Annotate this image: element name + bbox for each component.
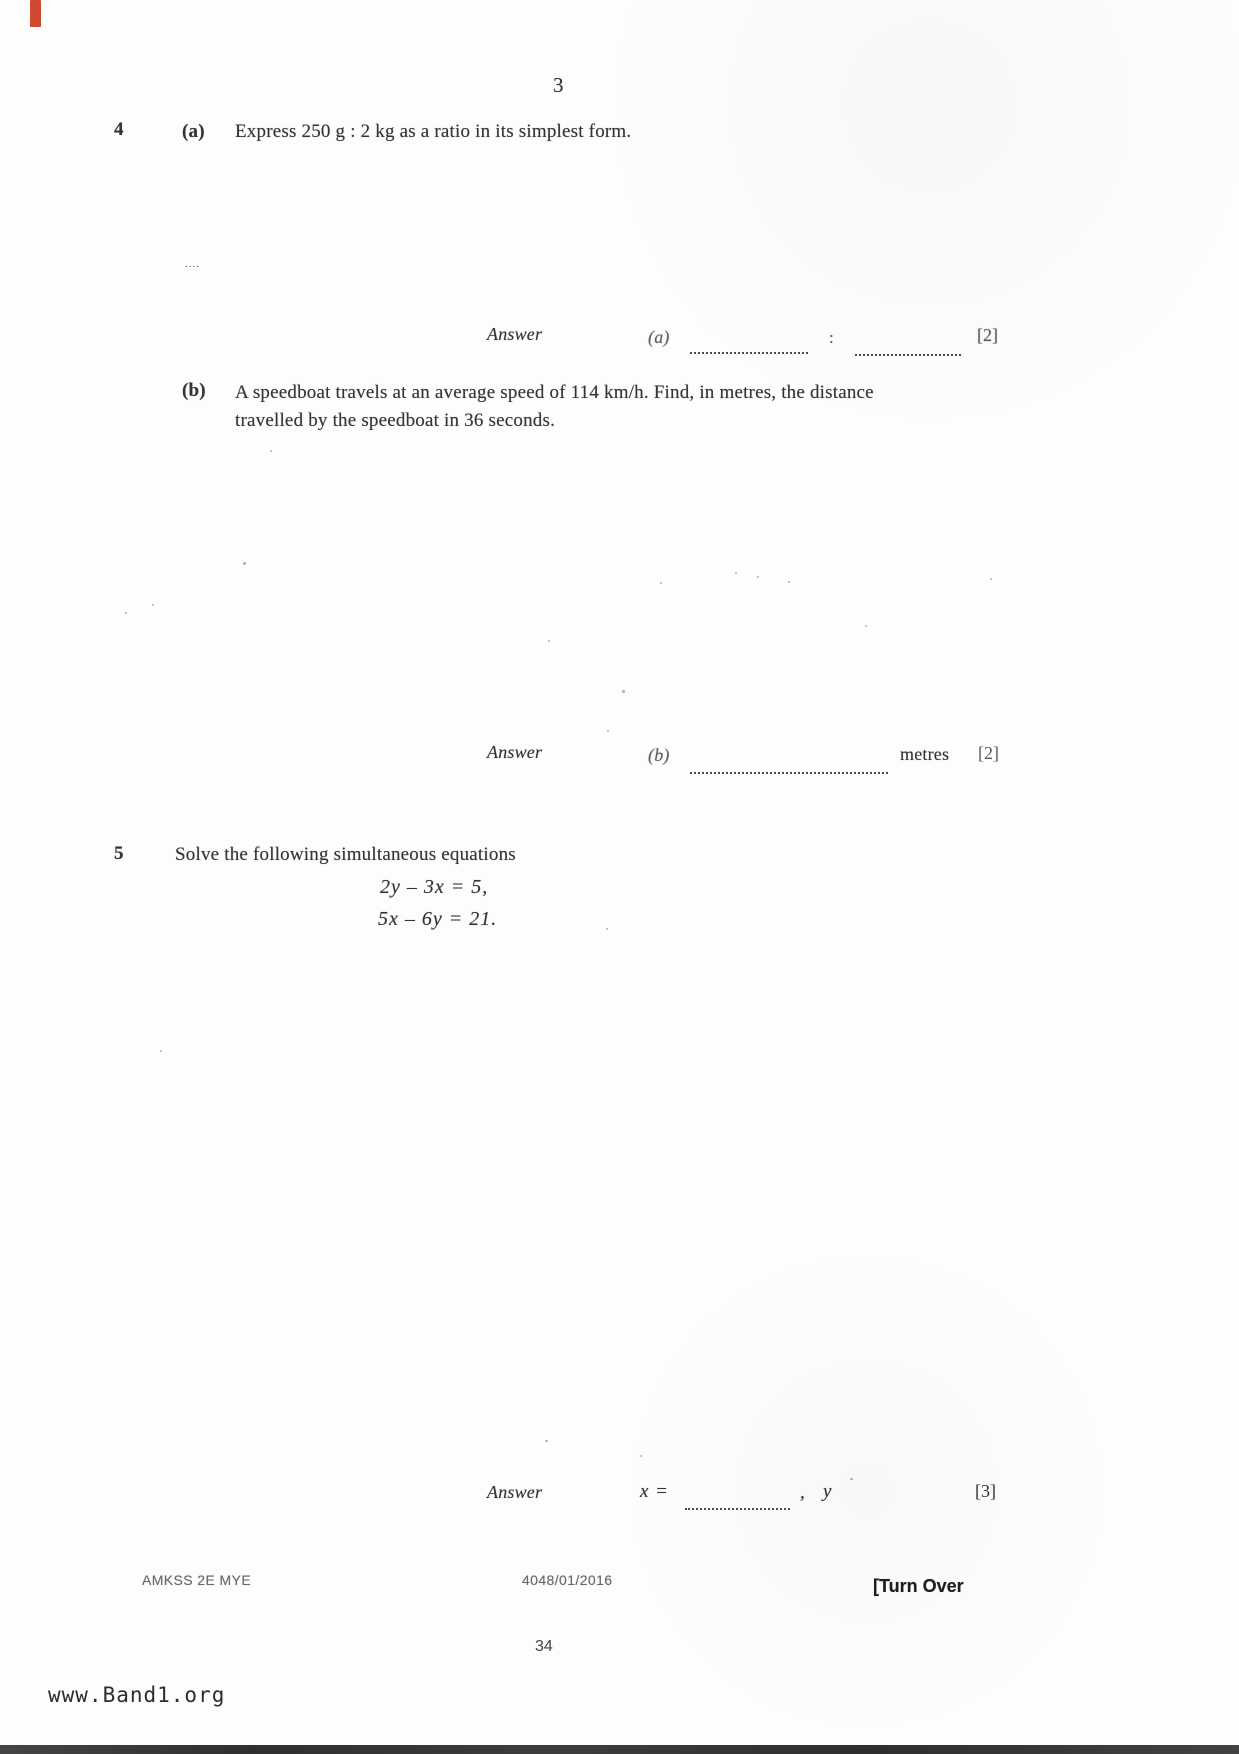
- scan-speck: [607, 730, 609, 732]
- answer-label-4a: Answer: [487, 324, 543, 344]
- marks-4a: [2]: [977, 325, 998, 345]
- marks-5: [3]: [975, 1481, 996, 1501]
- answer-part-4b: (b): [648, 745, 670, 765]
- scan-speck: [735, 572, 737, 574]
- answer-unit-4b: metres: [900, 744, 950, 764]
- answer-label-5: Answer: [487, 1482, 543, 1502]
- question-4b-label: (b): [182, 380, 206, 401]
- page-number: 3: [553, 73, 564, 97]
- scan-speck: [757, 576, 759, 578]
- footer-turn-over: [Turn Over: [873, 1576, 964, 1596]
- scan-speck: [990, 578, 992, 580]
- scan-speck: [270, 450, 272, 452]
- scan-speck: [606, 928, 608, 930]
- question-4b-text-line1: A speedboat travels at an average speed of 114 km/h. Find, in metres, the distance: [235, 382, 874, 403]
- footer-paper-code: 4048/01/2016: [522, 1572, 613, 1588]
- answer-comma: ,: [800, 1482, 806, 1503]
- scan-edge-bar: [0, 1745, 1239, 1754]
- stray-pen-mark: ....: [185, 258, 200, 270]
- question-4-number: 4: [114, 119, 124, 140]
- scan-speck: [125, 612, 127, 614]
- answer-label-4b: Answer: [487, 742, 543, 762]
- marks-4b: [2]: [978, 743, 999, 763]
- answer-part-4a: (a): [648, 327, 670, 347]
- scan-speck: [622, 690, 625, 693]
- question-5-text: Solve the following simultaneous equations: [175, 844, 516, 865]
- watermark-link[interactable]: www.Band1.org: [48, 1683, 226, 1707]
- scan-speck: [160, 1050, 162, 1052]
- question-5-equation-1: 2y – 3x = 5,: [380, 876, 489, 898]
- question-5-number: 5: [114, 843, 124, 864]
- scan-speck: [788, 581, 790, 583]
- question-4b-text-line2: travelled by the speedboat in 36 seconds.: [235, 410, 556, 431]
- footer-school-code: AMKSS 2E MYE: [142, 1572, 252, 1588]
- scan-speck: [865, 625, 867, 627]
- answer-line-4a-first[interactable]: [690, 332, 808, 354]
- scan-speck: [152, 604, 154, 606]
- answer-line-5-x[interactable]: [685, 1488, 790, 1510]
- answer-y-prefix: y: [823, 1481, 833, 1502]
- scan-speck: [243, 562, 246, 565]
- footer-page-number: 34: [535, 1638, 553, 1655]
- answer-line-4a-second[interactable]: [855, 334, 961, 356]
- scan-speck: [548, 640, 550, 642]
- question-4a-text: Express 250 g : 2 kg as a ratio in its simplest form.: [235, 121, 632, 142]
- scan-speck: [850, 1478, 853, 1480]
- scan-speck: [640, 1455, 642, 1457]
- ratio-colon: :: [829, 328, 834, 347]
- scan-speck: [660, 582, 662, 584]
- scan-corner-mark: [30, 0, 41, 27]
- question-4a-label: (a): [182, 121, 205, 142]
- answer-x-prefix: x =: [640, 1481, 670, 1502]
- scan-speck: [545, 1440, 548, 1442]
- answer-line-4b[interactable]: [690, 752, 888, 774]
- question-5-equation-2: 5x – 6y = 21.: [378, 908, 498, 930]
